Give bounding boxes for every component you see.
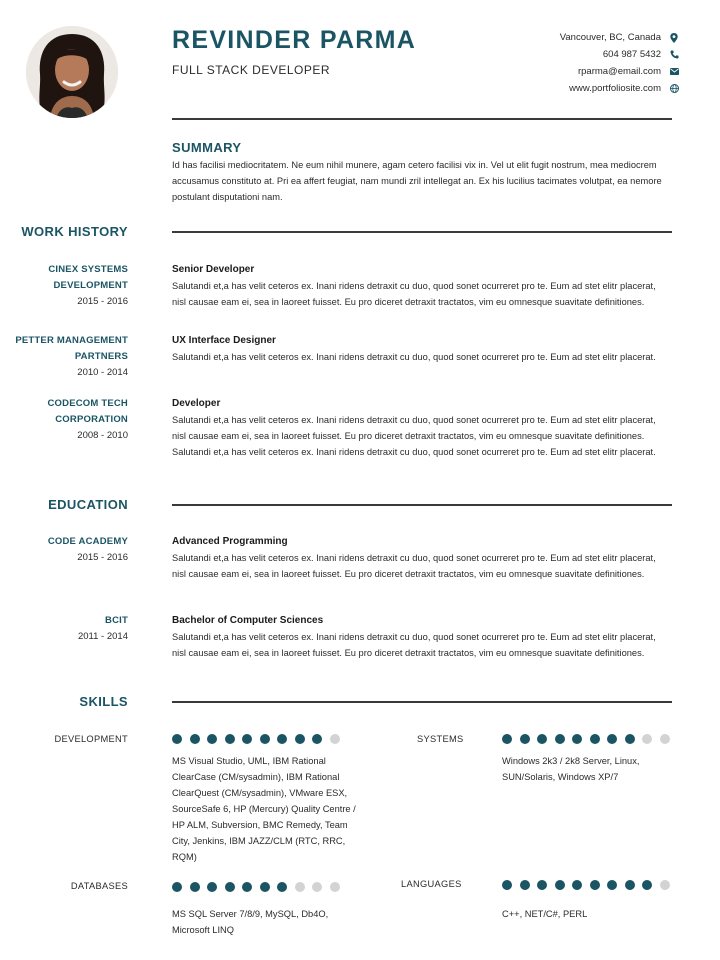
rating-dot-filled [537,880,547,890]
profile-photo [26,26,118,118]
contact-email-text: rparma@email.com [577,66,661,77]
summary-heading: SUMMARY [172,140,242,155]
rating-dot-filled [277,734,287,744]
skill-development-rating [172,734,340,744]
skill-systems-text: Windows 2k3 / 2k8 Server, Linux, SUN/Solaris, Windows XP/7 [502,756,640,782]
work-entry-3-dates: 2008 - 2010 [77,430,128,441]
work-history-heading: WORK HISTORY [21,224,128,239]
skill-systems-label: SYSTEMS [417,734,464,744]
rating-dot-filled [190,882,200,892]
work-entry-3-title: Developer [172,398,221,409]
skill-development-label: DEVELOPMENT [54,734,128,744]
rating-dot-filled [242,882,252,892]
skill-languages-text: C++, NET/C#, PERL [502,909,588,919]
rating-dot-filled [502,734,512,744]
contact-phone-text: 604 987 5432 [602,49,661,60]
skill-languages-rating [502,880,670,890]
location-icon [668,33,680,43]
edu-entry-2-org: BCIT [105,615,128,626]
header-divider [172,118,672,120]
work-entry-2-desc: Salutandi et,a has velit ceteros ex. Inani ridens detraxit cu duo, quod sonet ocurreret pro te. Eum ad stet elitr placerat. [172,352,656,362]
work-entry-2-title: UX Interface Designer [172,335,276,346]
edu-entry-1-desc: Salutandi et,a has velit ceteros ex. Inani ridens detraxit cu duo, quod sonet ocurreret pro te. Eum ad stet elitr placerat, nisl causae eam ei, sea in laoreet fuisset. Eu pro diceret detraxit tractatos, vim eu omnesque suavitate definitiones. [172,553,656,579]
edu-entry-1-meta [48,534,128,566]
rating-dot-filled [277,882,287,892]
work-entry-3-meta [47,396,128,444]
work-entry-3-desc: Salutandi et,a has velit ceteros ex. Inani ridens detraxit cu duo, quod sonet ocurreret pro te. Eum ad stet elitr placerat, nisl causae eam ei, sea in laoreet fuisset. Eu pro diceret detraxit tractatos, vim eu omnesque suavitate definitiones. Salutandi et,a has velit ceteros ex. Inani ridens detraxit cu duo, quod sonet ocurreret pro te. Eum ad stet elitr placerat. [172,415,656,457]
skill-databases-label: DATABASES [70,881,128,891]
skills-heading: SKILLS [79,694,128,709]
edu-entry-2-desc: Salutandi et,a has velit ceteros ex. Inani ridens detraxit cu duo, quod sonet ocurreret pro te. Eum ad stet elitr placerat, nisl causae eam ei, sea in laoreet fuisset. Eu pro diceret detraxit tractatos, vim eu omnesque suavitate definitiones. [172,632,656,658]
rating-dot-filled [172,882,182,892]
rating-dot-filled [207,734,217,744]
rating-dot-filled [555,734,565,744]
rating-dot-empty [330,734,340,744]
rating-dot-filled [607,734,617,744]
edu-entry-2-title: Bachelor of Computer Sciences [172,615,324,626]
contact-phone [560,46,680,63]
edu-entry-2-meta [78,613,128,645]
rating-dot-filled [555,880,565,890]
rating-dot-filled [520,880,530,890]
edu-entry-1-dates: 2015 - 2016 [77,552,128,563]
rating-dot-filled [590,880,600,890]
work-entry-2-dates: 2010 - 2014 [77,367,128,378]
edu-entry-1-title: Advanced Programming [172,536,288,547]
work-entry-2-meta [15,333,128,381]
rating-dot-filled [190,734,200,744]
rating-dot-filled [172,734,182,744]
candidate-name: REVINDER PARMA [172,26,417,54]
rating-dot-filled [502,880,512,890]
contact-website-text: www.portfoliosite.com [569,83,661,94]
skill-databases-rating [172,882,340,892]
rating-dot-empty [660,880,670,890]
rating-dot-filled [260,734,270,744]
education-heading: EDUCATION [48,497,128,512]
rating-dot-filled [625,734,635,744]
email-icon [668,68,680,75]
globe-icon [668,84,680,93]
work-entry-1-meta [48,262,128,310]
skill-languages-label: LANGUAGES [401,879,462,889]
rating-dot-filled [625,880,635,890]
summary-text: Id has facilisi mediocritatem. Ne eum nihil munere, agam cetero facilisi vix in. Vel ut elit fugit nostrum, mea mediocrem accusamus constituto at. Pri ea affert feugiat, nam mundi zril intellegat an. Ex his lucilius tacimates volutpat, ea nemore postulant disputationi nam. [172,160,662,202]
work-entry-2-org-line1: PETTER MANAGEMENT [15,335,128,346]
phone-icon [668,50,680,59]
rating-dot-filled [590,734,600,744]
rating-dot-filled [572,734,582,744]
work-entry-2-org-line2: PARTNERS [74,351,128,362]
rating-dot-empty [295,882,305,892]
work-entry-3-org-line2: CORPORATION [55,414,128,425]
work-entry-3-org-line1: CODECOM TECH [47,398,128,409]
contact-location [560,29,680,46]
work-entry-1-org-line2: DEVELOPMENT [53,280,128,291]
work-entry-1-desc: Salutandi et,a has velit ceteros ex. Inani ridens detraxit cu duo, quod sonet ocurreret pro te. Eum ad stet elitr placerat, nisl causae eam ei, sea in laoreet fuisset. Eu pro diceret detraxit tractatos, vim eu omnesque suavitate definitiones. [172,281,656,307]
contact-email [560,63,680,80]
work-history-divider [172,231,672,233]
work-entry-1-title: Senior Developer [172,264,255,275]
rating-dot-empty [330,882,340,892]
rating-dot-filled [572,880,582,890]
rating-dot-filled [520,734,530,744]
rating-dot-filled [295,734,305,744]
edu-entry-1-org: CODE ACADEMY [47,536,128,547]
rating-dot-empty [642,734,652,744]
rating-dot-filled [207,882,217,892]
rating-dot-filled [260,882,270,892]
rating-dot-filled [537,734,547,744]
rating-dot-empty [312,882,322,892]
rating-dot-filled [242,734,252,744]
work-entry-1-org-line1: CINEX SYSTEMS [48,264,128,275]
skills-divider [172,701,672,703]
contact-location-text: Vancouver, BC, Canada [559,32,661,43]
skill-databases-text: MS SQL Server 7/8/9, MySQL, Db4O, Microsoft LINQ [172,909,329,935]
rating-dot-filled [642,880,652,890]
edu-entry-2-dates: 2011 - 2014 [77,631,128,642]
rating-dot-filled [225,882,235,892]
rating-dot-filled [312,734,322,744]
skill-systems-rating [502,734,670,744]
skill-development-text: MS Visual Studio, UML, IBM Rational ClearCase (CM/sysadmin), IBM Rational ClearQuest (CM/sysadmin), VMware ESX, SourceSafe 6, HP (Mercury) Quality Centre / HP ALM, Subversion, BMC Remedy, Team City, Jenkins, IBM JAZZ/CLM (RTC, RRC, RQM) [172,756,356,862]
work-entry-1-dates: 2015 - 2016 [77,296,128,307]
contact-website [560,80,680,97]
rating-dot-empty [660,734,670,744]
candidate-title: FULL STACK DEVELOPER [172,63,331,77]
education-divider [172,504,672,506]
rating-dot-filled [225,734,235,744]
rating-dot-filled [607,880,617,890]
contact-block [560,29,680,97]
